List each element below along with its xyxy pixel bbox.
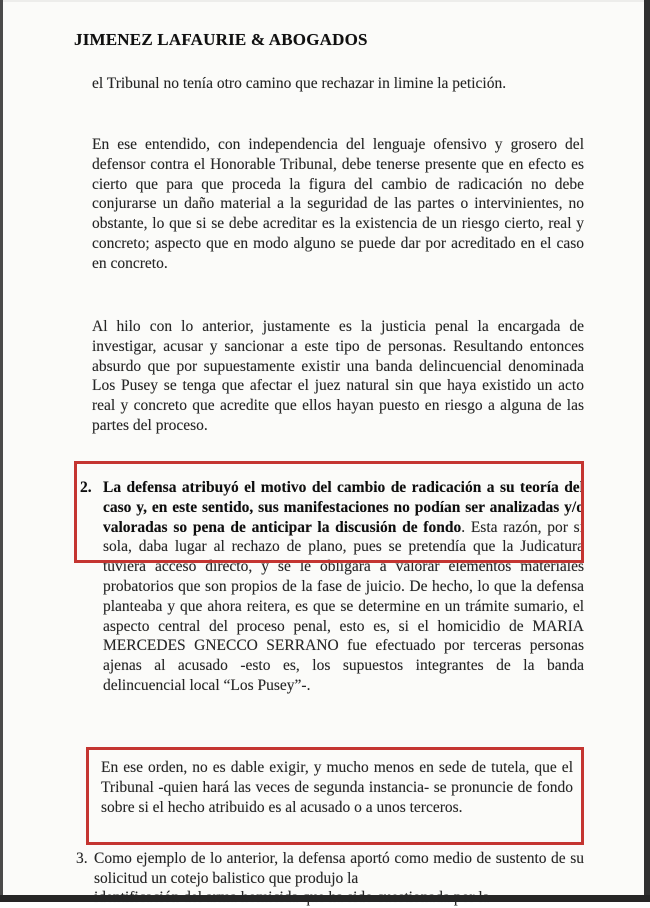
paragraph-en-ese-orden: En ese orden, no es dable exigir, y mucho menos en sede de tutela, que el Tribunal -quien hará las veces de segunda instancia- se pronuncie de fondo sobre si el hecho atribuido es al acusado o a unos terceros. bbox=[101, 759, 573, 816]
page-frame-bottom bbox=[0, 895, 650, 902]
red-highlight-box-1 bbox=[74, 461, 584, 563]
law-firm-header: JIMENEZ LAFAURIE & ABOGADOS bbox=[74, 30, 368, 49]
paragraph-offensive-language: En ese entendido, con independencia del lenguaje ofensivo y grosero del defensor contra el Honorable Tribunal, debe tenerse presente que en efecto es cierto que para que proceda la figura del cambio de radicación no debe conjurarse un daño material a la seguridad de las partes o intervinientes, no obstante, lo que si se debe acreditar es la existencia de un riesgo cierto, real y concreto; aspecto que en modo alguno se puede dar por acreditado en el caso en concreto. bbox=[92, 136, 584, 272]
item-2-regular-text: . Esta razón, por si sola, daba lugar al rechazo de plano, pues se pretendía que la Judicatura tuviera acceso directo, y se le obligara a valorar elementos materiales probatorios que son propios de la fase de juicio. De hecho, lo que la defensa planteaba y que ahora reitera, es que se determine en un trámite sumario, el aspecto central del proceso penal, esto es, si el homicidio de MARIA MERCEDES GNECCO SERRANO fue efectuado por terceras personas ajenas al acusado -esto es, los supuestos integrantes de la banda delincuencial local “Los Pusey”-. bbox=[103, 518, 584, 694]
paragraph-tribunal-rejection: el Tribunal no tenía otro camino que rechazar in limine la petición. bbox=[92, 75, 507, 92]
item-3-number: 3. bbox=[76, 850, 88, 867]
page-frame-right bbox=[644, 0, 650, 902]
item-2-bold-text: La defensa atribuyó el motivo del cambio de radicación a su teoría del caso y, en este sentido, sus manifestaciones no podían ser analizadas y/o valoradas so pena de anticipar la discusión de fondo bbox=[103, 479, 584, 536]
red-highlight-box-2 bbox=[86, 747, 584, 845]
page-frame-top bbox=[0, 0, 650, 2]
item-3-text: Como ejemplo de lo anterior, la defensa aportó como medio de sustento de su solicitud un cotejo balistico que produjo la bbox=[94, 850, 584, 887]
item-2-number: 2. bbox=[80, 479, 92, 496]
page-frame-left bbox=[0, 0, 3, 902]
numbered-item-3 bbox=[76, 849, 584, 889]
paragraph-justicia-penal: Al hilo con lo anterior, justamente es la justicia penal la encargada de investigar, acusar y sancionar a este tipo de personas. Resultando entonces absurdo que por supuestamente existir una banda delincuencial denominada Los Pusey se tenga que afectar el juez natural sin que haya existido un acto real y concreto que acredite que ellos hayan puesto en riesgo a alguna de las partes del proceso. bbox=[92, 318, 584, 434]
